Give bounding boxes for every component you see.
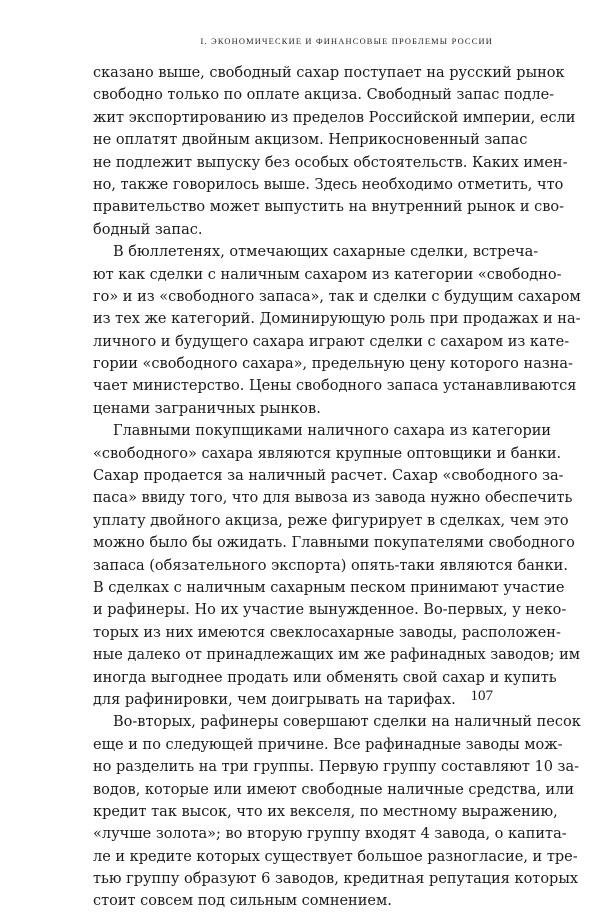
text-line: Главными покупщиками наличного сахара из категории (113, 423, 552, 440)
text-line: иногда выгоднее продать или обменять свой сахар и купить (93, 669, 557, 686)
text-line: можно было бы ожидать. Главными покупателями свободного (93, 535, 575, 552)
text-line: водов, которые или имеют свободные наличные средства, или (93, 781, 574, 798)
text-line: паса» ввиду того, что для вывоза из завода нужно обеспечить (93, 490, 573, 507)
text-line: Во-вторых, рафинеры совершают сделки на наличный песок (113, 714, 581, 731)
text-line: и рафинеры. Но их участие вынужденное. Во-первых, у неко- (93, 602, 567, 619)
text-line: не оплатят двойным акцизом. Неприкосновенный запас (93, 132, 528, 149)
text-line: стоит совсем под сильным сомнением. (93, 893, 392, 910)
text-line: «свободного» сахара являются крупные оптовщики и банки. (93, 445, 562, 462)
running-head: I. ЭКОНОМИЧЕСКИЕ И ФИНАНСОВЫЕ ПРОБЛЕМЫ РОССИИ (200, 37, 493, 46)
text-line: ценами заграничных рынков. (93, 400, 321, 417)
text-line: тью группу образуют 6 заводов, кредитная репутация которых (93, 871, 579, 888)
body-text (93, 62, 581, 913)
text-line: ют как сделки с наличным сахаром из категории «свободно- (93, 266, 562, 283)
text-line: правительство может выпустить на внутренний рынок и сво- (93, 199, 565, 216)
text-line: ные далеко от принадлежащих им же рафинадных заводов; им (93, 647, 581, 664)
text-line: личного и будущего сахара играют сделки с сахаром из кате- (93, 333, 570, 350)
text-line: еще и по следующей причине. Все рафинадные заводы мож- (93, 736, 563, 753)
text-line: жит экспортированию из пределов Российской империи, если (93, 109, 576, 126)
text-line: В сделках с наличным сахарным песком принимают участие (93, 579, 565, 596)
text-line: сказано выше, свободный сахар поступает на русский рынок (93, 65, 565, 81)
text-line: но разделить на три группы. Первую группу составляют 10 за- (93, 759, 579, 776)
text-line: ле и кредите которых существует большое разногласие, и тре- (93, 848, 578, 865)
text-line: запаса (обязательного экспорта) опять-таки являются банки. (93, 557, 568, 574)
text-line: свободно только по оплате акциза. Свободный запас подле- (93, 87, 555, 104)
text-line: Сахар продается за наличный расчет. Сахар «свободного за- (93, 468, 564, 485)
text-line: из тех же категорий. Доминирующую роль при продажах и на- (93, 311, 581, 328)
text-line: для рафинировки, чем доигрывать на тарифах. (93, 691, 456, 708)
text-line: чает министерство. Цены свободного запаса устанавливаются (93, 378, 577, 395)
text-line: уплату двойного акциза, реже фигурирует в сделках, чем это (93, 512, 569, 529)
text-line: го» и из «свободного запаса», так и сделки с будущим сахаром (93, 288, 581, 305)
text-line: но, также говорилось выше. Здесь необходимо отметить, что (93, 176, 564, 193)
page-number: 107 (470, 688, 493, 704)
text-line: бодный запас. (93, 221, 203, 238)
text-line: гории «свободного сахара», предельную цену которого назна- (93, 356, 573, 373)
text-line: кредит так высок, что их векселя, по местному выражению, (93, 803, 558, 820)
text-line: торых из них имеются свеклосахарные заводы, расположен- (93, 624, 561, 641)
text-line: «лучше золота»; во вторую группу входят 4 завода, о капита- (93, 826, 567, 843)
text-line: В бюллетенях, отмечающих сахарные сделки, встреча- (113, 244, 539, 261)
text-line: не подлежит выпуску без особых обстоятельств. Каких имен- (93, 154, 568, 171)
